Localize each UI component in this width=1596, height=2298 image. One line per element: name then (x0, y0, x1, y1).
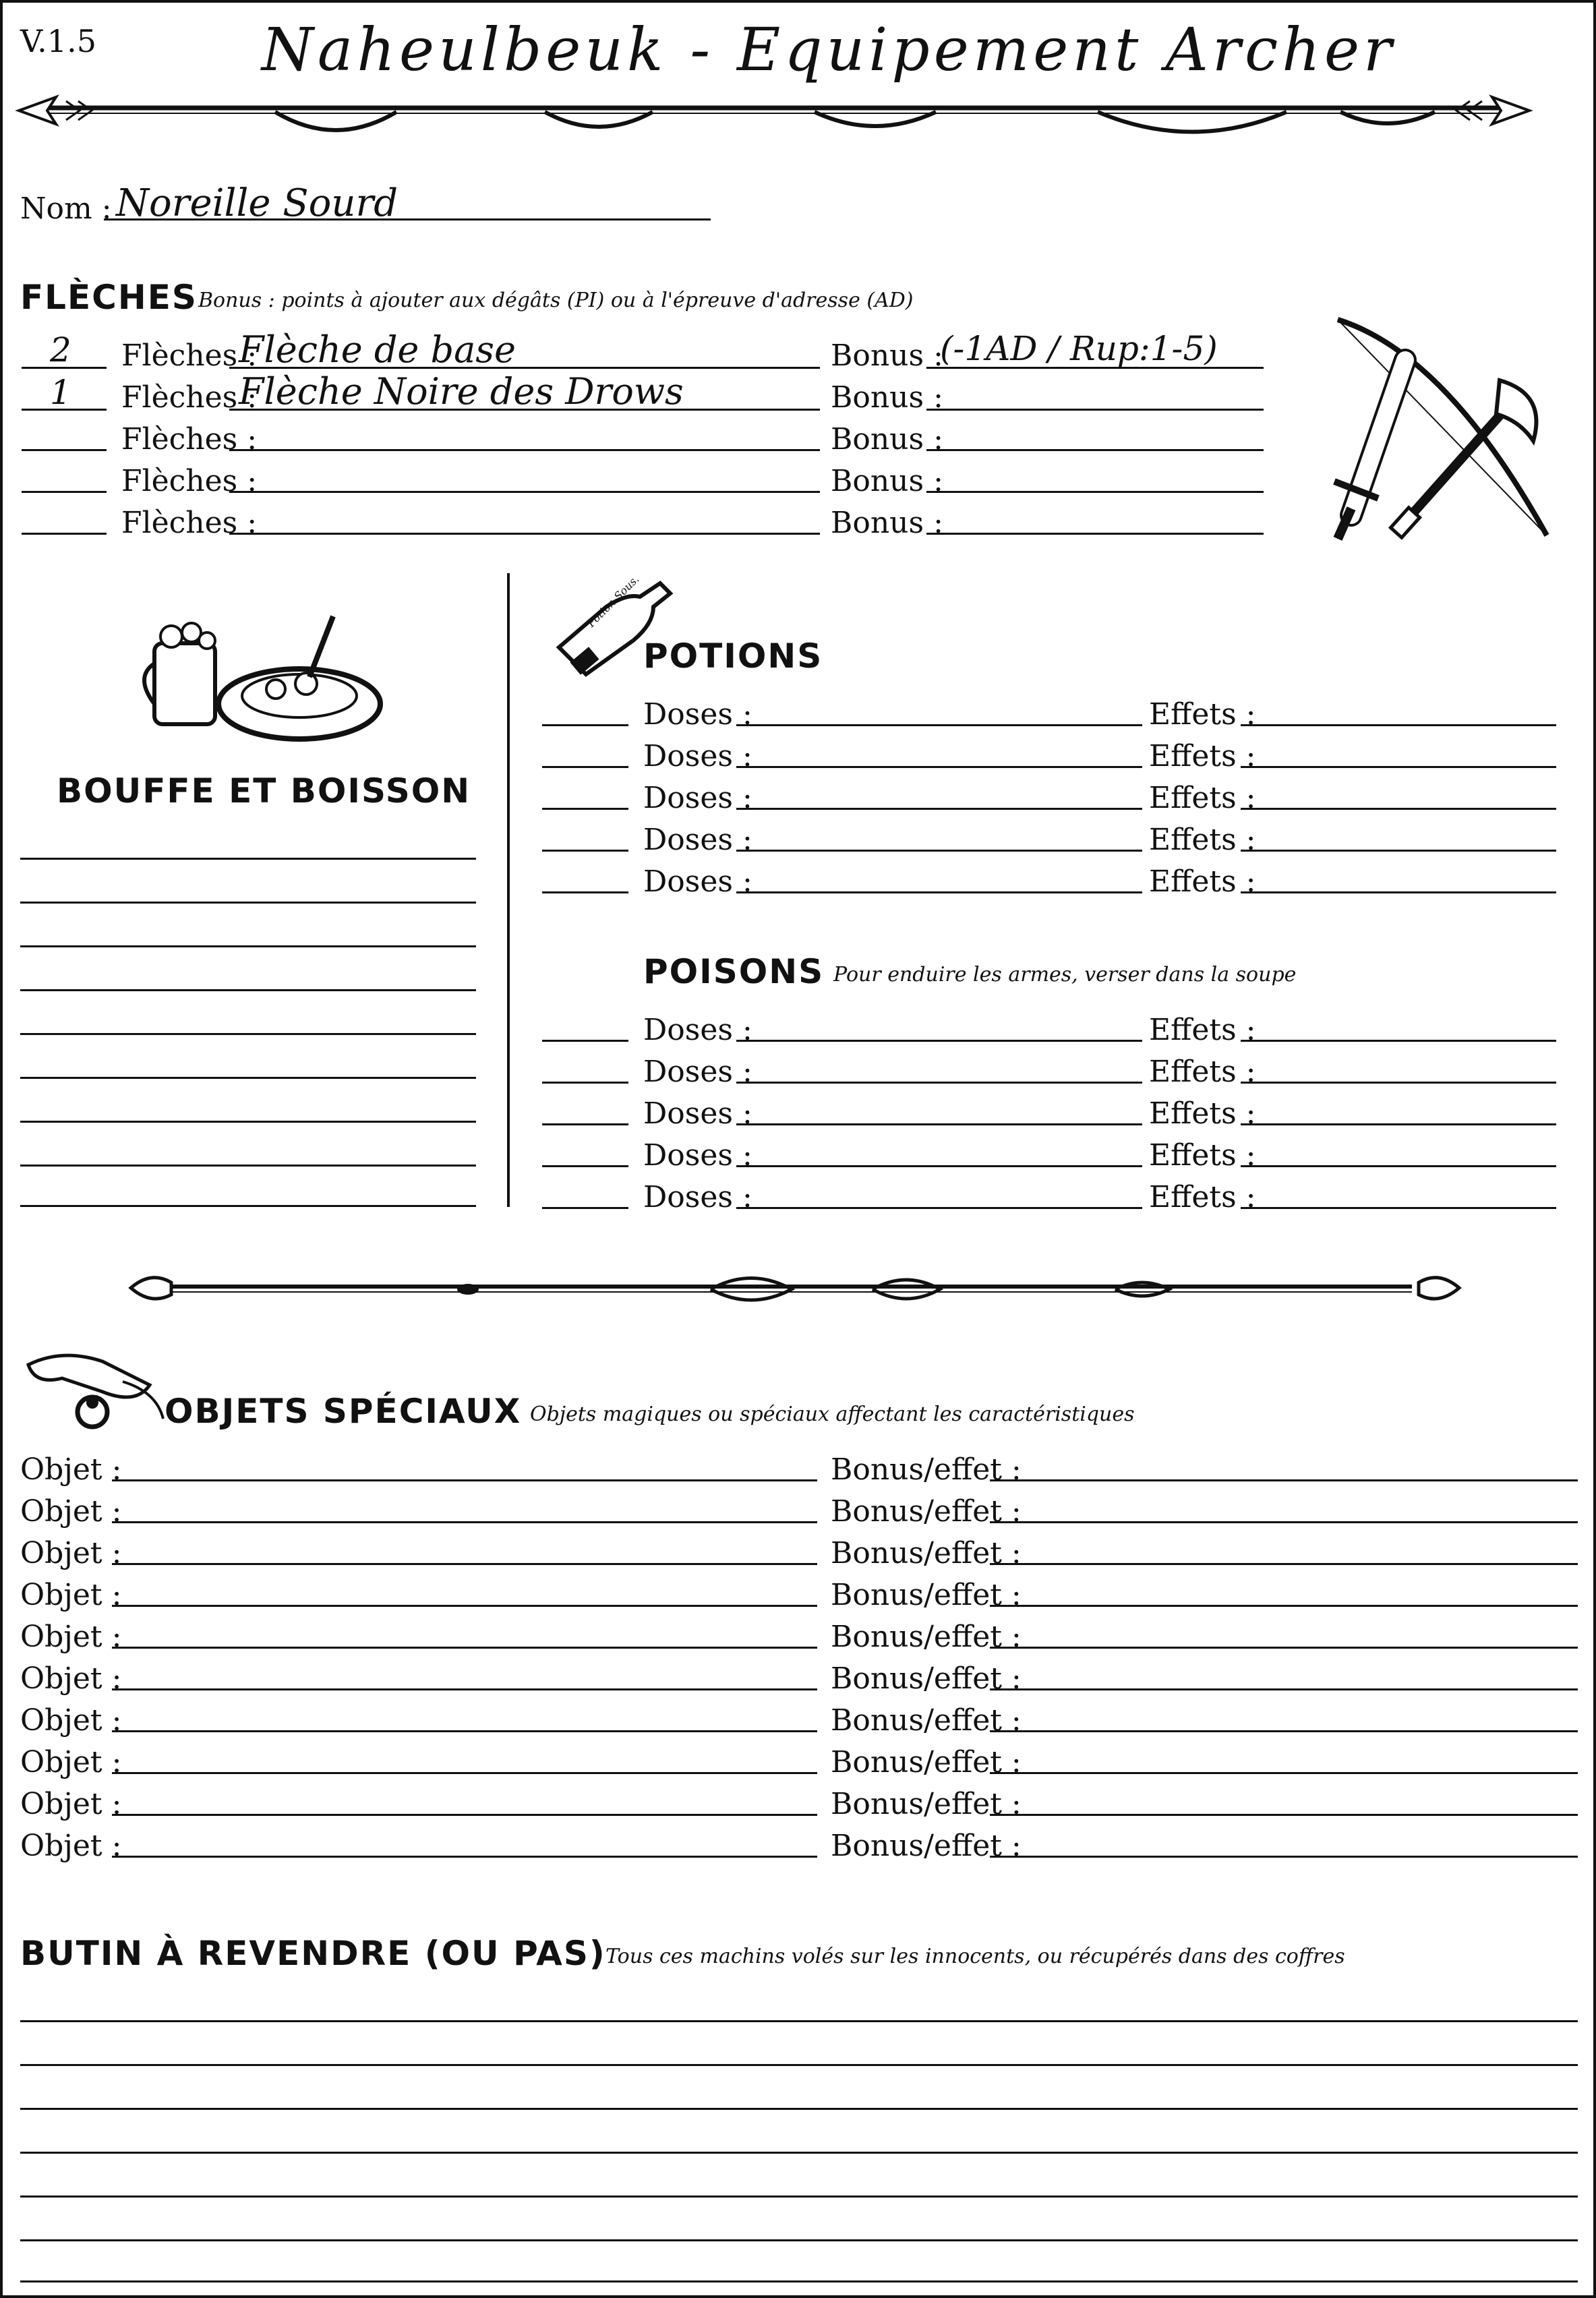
poisons-heading: POISONS (643, 952, 825, 991)
column-divider (507, 573, 510, 1207)
objet-label: Objet : (20, 1787, 122, 1821)
potion-effets-label: Effets : (1149, 697, 1256, 732)
poison-effets-line[interactable] (1241, 1207, 1556, 1209)
fleche-qty[interactable]: 1 (50, 373, 71, 412)
objet-line[interactable] (112, 1605, 817, 1607)
fleche-qty-line (22, 491, 107, 493)
poison-doses-line[interactable] (736, 1165, 1142, 1167)
bouffe-line[interactable] (20, 989, 476, 991)
objet-line[interactable] (112, 1521, 817, 1523)
butin-heading: BUTIN À REVENDRE (OU PAS) (20, 1934, 606, 1973)
poison-doses-label: Doses : (643, 1180, 752, 1214)
objets-heading: OBJETS SPÉCIAUX (165, 1392, 522, 1431)
objet-bonus-line[interactable] (990, 1856, 1578, 1858)
poison-doses-label: Doses : (643, 1138, 752, 1173)
fleche-bonus-line (926, 491, 1264, 493)
butin-line[interactable] (20, 2108, 1578, 2110)
bouffe-line[interactable] (20, 902, 476, 904)
fleche-bonus-line (926, 409, 1264, 411)
potion-doses-label: Doses : (643, 864, 752, 899)
potion-effets-label: Effets : (1149, 781, 1256, 815)
potion-effets-line[interactable] (1241, 850, 1556, 852)
potions-heading: POTIONS (643, 637, 823, 676)
fleche-bonus-label: Bonus : (831, 506, 943, 540)
fleche-label: Flèches : (121, 464, 258, 498)
fleche-label: Flèches : (121, 506, 258, 540)
fleches-heading: FLÈCHES (20, 278, 198, 317)
objet-bonus-line[interactable] (990, 1479, 1578, 1481)
potion-doses-label: Doses : (643, 823, 752, 857)
butin-line[interactable] (20, 2020, 1578, 2022)
poison-effets-label: Effets : (1149, 1138, 1256, 1173)
objet-line[interactable] (112, 1856, 817, 1858)
objet-bonus-label: Bonus/effet : (831, 1661, 1022, 1696)
fleche-name[interactable]: Flèche de base (239, 328, 516, 371)
fleche-bonus[interactable]: (-1AD / Rup:1-5) (940, 329, 1218, 368)
poison-doses-line[interactable] (736, 1207, 1142, 1209)
bouffe-line[interactable] (20, 858, 476, 860)
objet-bonus-line[interactable] (990, 1688, 1578, 1690)
objet-line[interactable] (112, 1563, 817, 1565)
objet-bonus-label: Bonus/effet : (831, 1703, 1022, 1738)
butin-line[interactable] (20, 2152, 1578, 2154)
objet-bonus-line[interactable] (990, 1647, 1578, 1649)
poison-doses-label: Doses : (643, 1013, 752, 1047)
objet-line[interactable] (112, 1688, 817, 1690)
objet-bonus-line[interactable] (990, 1730, 1578, 1732)
objets-note: Objets magiques ou spéciaux affectant les caractéristiques (530, 1403, 1135, 1426)
potion-doses-label: Doses : (643, 781, 752, 815)
fleche-bonus-label: Bonus : (831, 464, 943, 498)
fleche-label: Flèches : (121, 422, 258, 456)
objet-line[interactable] (112, 1814, 817, 1816)
bouffe-line[interactable] (20, 1205, 476, 1207)
fleche-bonus-label: Bonus : (831, 422, 943, 456)
potion-effets-line[interactable] (1241, 891, 1556, 893)
food-beer-icon (141, 603, 384, 744)
objet-bonus-line[interactable] (990, 1772, 1578, 1774)
poison-qty-line[interactable] (542, 1040, 628, 1042)
fleche-label: Flèches : (121, 380, 258, 415)
butin-note: Tous ces machins volés sur les innocents, ou récupérés dans des coffres (605, 1945, 1345, 1968)
fleche-bonus-line (926, 533, 1264, 535)
poison-effets-label: Effets : (1149, 1013, 1256, 1047)
staff-divider-icon (131, 1264, 1466, 1311)
poison-qty-line[interactable] (542, 1123, 628, 1125)
potion-doses-label: Doses : (643, 697, 752, 732)
potion-qty-line[interactable] (542, 724, 628, 726)
fleche-qty-line (22, 367, 107, 369)
objet-label: Objet : (20, 1661, 122, 1696)
fleche-name-line (229, 491, 820, 493)
fleche-qty-line (22, 449, 107, 451)
poison-doses-label: Doses : (643, 1055, 752, 1089)
fleche-bonus-label: Bonus : (831, 380, 943, 415)
objet-label: Objet : (20, 1452, 122, 1487)
poison-qty-line[interactable] (542, 1207, 628, 1209)
objet-label: Objet : (20, 1745, 122, 1779)
fleches-note: Bonus : points à ajouter aux dégâts (PI) ou à l'épreuve d'adresse (AD) (198, 289, 914, 312)
poison-effets-line[interactable] (1241, 1123, 1556, 1125)
fleche-name-line (229, 533, 820, 535)
potion-qty-line[interactable] (542, 850, 628, 852)
poison-effets-line[interactable] (1241, 1165, 1556, 1167)
potion-doses-label: Doses : (643, 739, 752, 773)
potion-doses-line[interactable] (736, 724, 1142, 726)
potion-effets-line[interactable] (1241, 724, 1556, 726)
poison-doses-line[interactable] (736, 1040, 1142, 1042)
potion-bottle-label: Potion Sous. (585, 572, 642, 630)
fleche-name-line (229, 367, 820, 369)
objet-line[interactable] (112, 1479, 817, 1481)
page-title: Naheulbeuk - Equipement Archer (261, 15, 1396, 84)
potion-effets-line[interactable] (1241, 808, 1556, 810)
objet-bonus-label: Bonus/effet : (831, 1745, 1022, 1779)
fleche-qty-line (22, 409, 107, 411)
potion-doses-line[interactable] (736, 891, 1142, 893)
fleche-name[interactable]: Flèche Noire des Drows (239, 370, 684, 413)
potion-qty-line[interactable] (542, 891, 628, 893)
potion-doses-line[interactable] (736, 808, 1142, 810)
objet-label: Objet : (20, 1620, 122, 1654)
poison-doses-line[interactable] (736, 1123, 1142, 1125)
objet-label: Objet : (20, 1578, 122, 1612)
bouffe-line[interactable] (20, 1121, 476, 1123)
objet-bonus-label: Bonus/effet : (831, 1787, 1022, 1821)
fleche-name-line (229, 409, 820, 411)
fleche-qty-line (22, 533, 107, 535)
objet-bonus-line[interactable] (990, 1521, 1578, 1523)
fleche-bonus-line (926, 449, 1264, 451)
objet-bonus-label: Bonus/effet : (831, 1578, 1022, 1612)
poison-effets-line[interactable] (1241, 1040, 1556, 1042)
bouffe-line[interactable] (20, 1165, 476, 1167)
objet-label: Objet : (20, 1494, 122, 1529)
poison-qty-line[interactable] (542, 1082, 628, 1084)
poison-qty-line[interactable] (542, 1165, 628, 1167)
objet-line[interactable] (112, 1772, 817, 1774)
objet-bonus-label: Bonus/effet : (831, 1536, 1022, 1570)
poison-effets-label: Effets : (1149, 1055, 1256, 1089)
potion-doses-line[interactable] (736, 766, 1142, 768)
version-label: V.1.5 (20, 23, 96, 59)
fleche-label: Flèches : (121, 338, 258, 373)
bouffe-line[interactable] (20, 945, 476, 947)
poison-effets-line[interactable] (1241, 1082, 1556, 1084)
potion-qty-line[interactable] (542, 766, 628, 768)
objet-bonus-label: Bonus/effet : (831, 1620, 1022, 1654)
fleche-bonus-line (926, 367, 1264, 369)
poison-effets-label: Effets : (1149, 1180, 1256, 1214)
potion-doses-line[interactable] (736, 850, 1142, 852)
objet-bonus-line[interactable] (990, 1605, 1578, 1607)
fleche-name-line (229, 449, 820, 451)
potion-effets-label: Effets : (1149, 823, 1256, 857)
butin-line[interactable] (20, 2280, 1578, 2282)
scroll-ring-icon (22, 1345, 170, 1432)
butin-line[interactable] (20, 2196, 1578, 2198)
objet-bonus-label: Bonus/effet : (831, 1829, 1022, 1863)
bouffe-heading: BOUFFE ET BOISSON (57, 771, 471, 811)
bouffe-line[interactable] (20, 1033, 476, 1035)
objet-label: Objet : (20, 1703, 122, 1738)
potion-effets-line[interactable] (1241, 766, 1556, 768)
fleche-bonus-label: Bonus : (831, 338, 943, 373)
bow-sword-axe-icon (1324, 313, 1567, 556)
objet-line[interactable] (112, 1647, 817, 1649)
poison-effets-label: Effets : (1149, 1096, 1256, 1131)
bouffe-line[interactable] (20, 1077, 476, 1079)
butin-line[interactable] (20, 2064, 1578, 2066)
name-underline (104, 218, 711, 220)
poison-doses-label: Doses : (643, 1096, 752, 1131)
poison-doses-line[interactable] (736, 1082, 1142, 1084)
objet-line[interactable] (112, 1730, 817, 1732)
name-value[interactable]: Noreille Sourd (116, 181, 398, 225)
poisons-note: Pour enduire les armes, verser dans la soupe (833, 963, 1297, 986)
fleche-qty[interactable]: 2 (50, 330, 71, 370)
objet-label: Objet : (20, 1536, 122, 1570)
potion-qty-line[interactable] (542, 808, 628, 810)
objet-bonus-line[interactable] (990, 1814, 1578, 1816)
name-label: Nom : (20, 192, 112, 226)
potion-effets-label: Effets : (1149, 739, 1256, 773)
butin-line[interactable] (20, 2239, 1578, 2241)
potion-effets-label: Effets : (1149, 864, 1256, 899)
objet-bonus-line[interactable] (990, 1563, 1578, 1565)
objet-bonus-label: Bonus/effet : (831, 1494, 1022, 1529)
arrow-divider-icon (19, 88, 1529, 148)
objet-bonus-label: Bonus/effet : (831, 1452, 1022, 1487)
objet-label: Objet : (20, 1829, 122, 1863)
